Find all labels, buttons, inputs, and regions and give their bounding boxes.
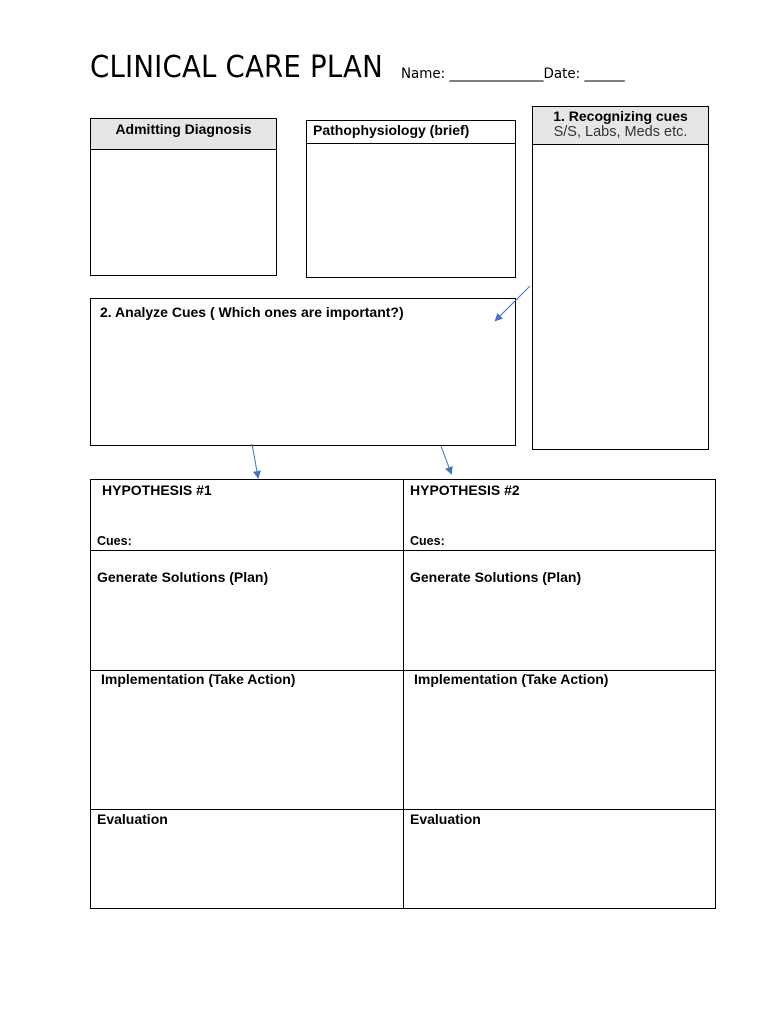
name-date-line: Name: ______________Date: ______ xyxy=(401,66,625,82)
pathophysiology-header: Pathophysiology (brief) xyxy=(307,121,515,144)
arrow-analyze-to-hypothesis-2 xyxy=(441,446,451,473)
hypothesis-1-plan-label: Generate Solutions (Plan) xyxy=(97,569,269,585)
row-divider xyxy=(91,550,715,551)
admitting-diagnosis-header: Admitting Diagnosis xyxy=(91,119,276,150)
hypothesis-table xyxy=(90,479,716,909)
recognizing-cues-title: 1. Recognizing cues xyxy=(553,108,688,124)
hypothesis-2-evaluation-label: Evaluation xyxy=(410,811,481,827)
hypothesis-1-evaluation-label: Evaluation xyxy=(97,811,168,827)
arrow-analyze-to-hypothesis-1 xyxy=(252,444,258,477)
arrow-recognize-to-analyze xyxy=(496,286,530,320)
hypothesis-1-implementation-label: Implementation (Take Action) xyxy=(101,671,296,687)
hypothesis-2-label: HYPOTHESIS #2 xyxy=(410,482,520,498)
column-divider xyxy=(403,480,404,908)
row-divider xyxy=(91,809,715,810)
recognizing-cues-subtitle: S/S, Labs, Meds etc. xyxy=(553,124,688,140)
hypothesis-1-label: HYPOTHESIS #1 xyxy=(102,482,212,498)
hypothesis-2-implementation-label: Implementation (Take Action) xyxy=(414,671,609,687)
hypothesis-2-plan-label: Generate Solutions (Plan) xyxy=(410,569,582,585)
analyze-cues-label: 2. Analyze Cues ( Which ones are important?) xyxy=(100,304,404,320)
hypothesis-2-cues-label: Cues: xyxy=(410,534,445,548)
page-title: CLINICAL CARE PLAN xyxy=(90,50,383,85)
hypothesis-1-cues-label: Cues: xyxy=(97,534,132,548)
